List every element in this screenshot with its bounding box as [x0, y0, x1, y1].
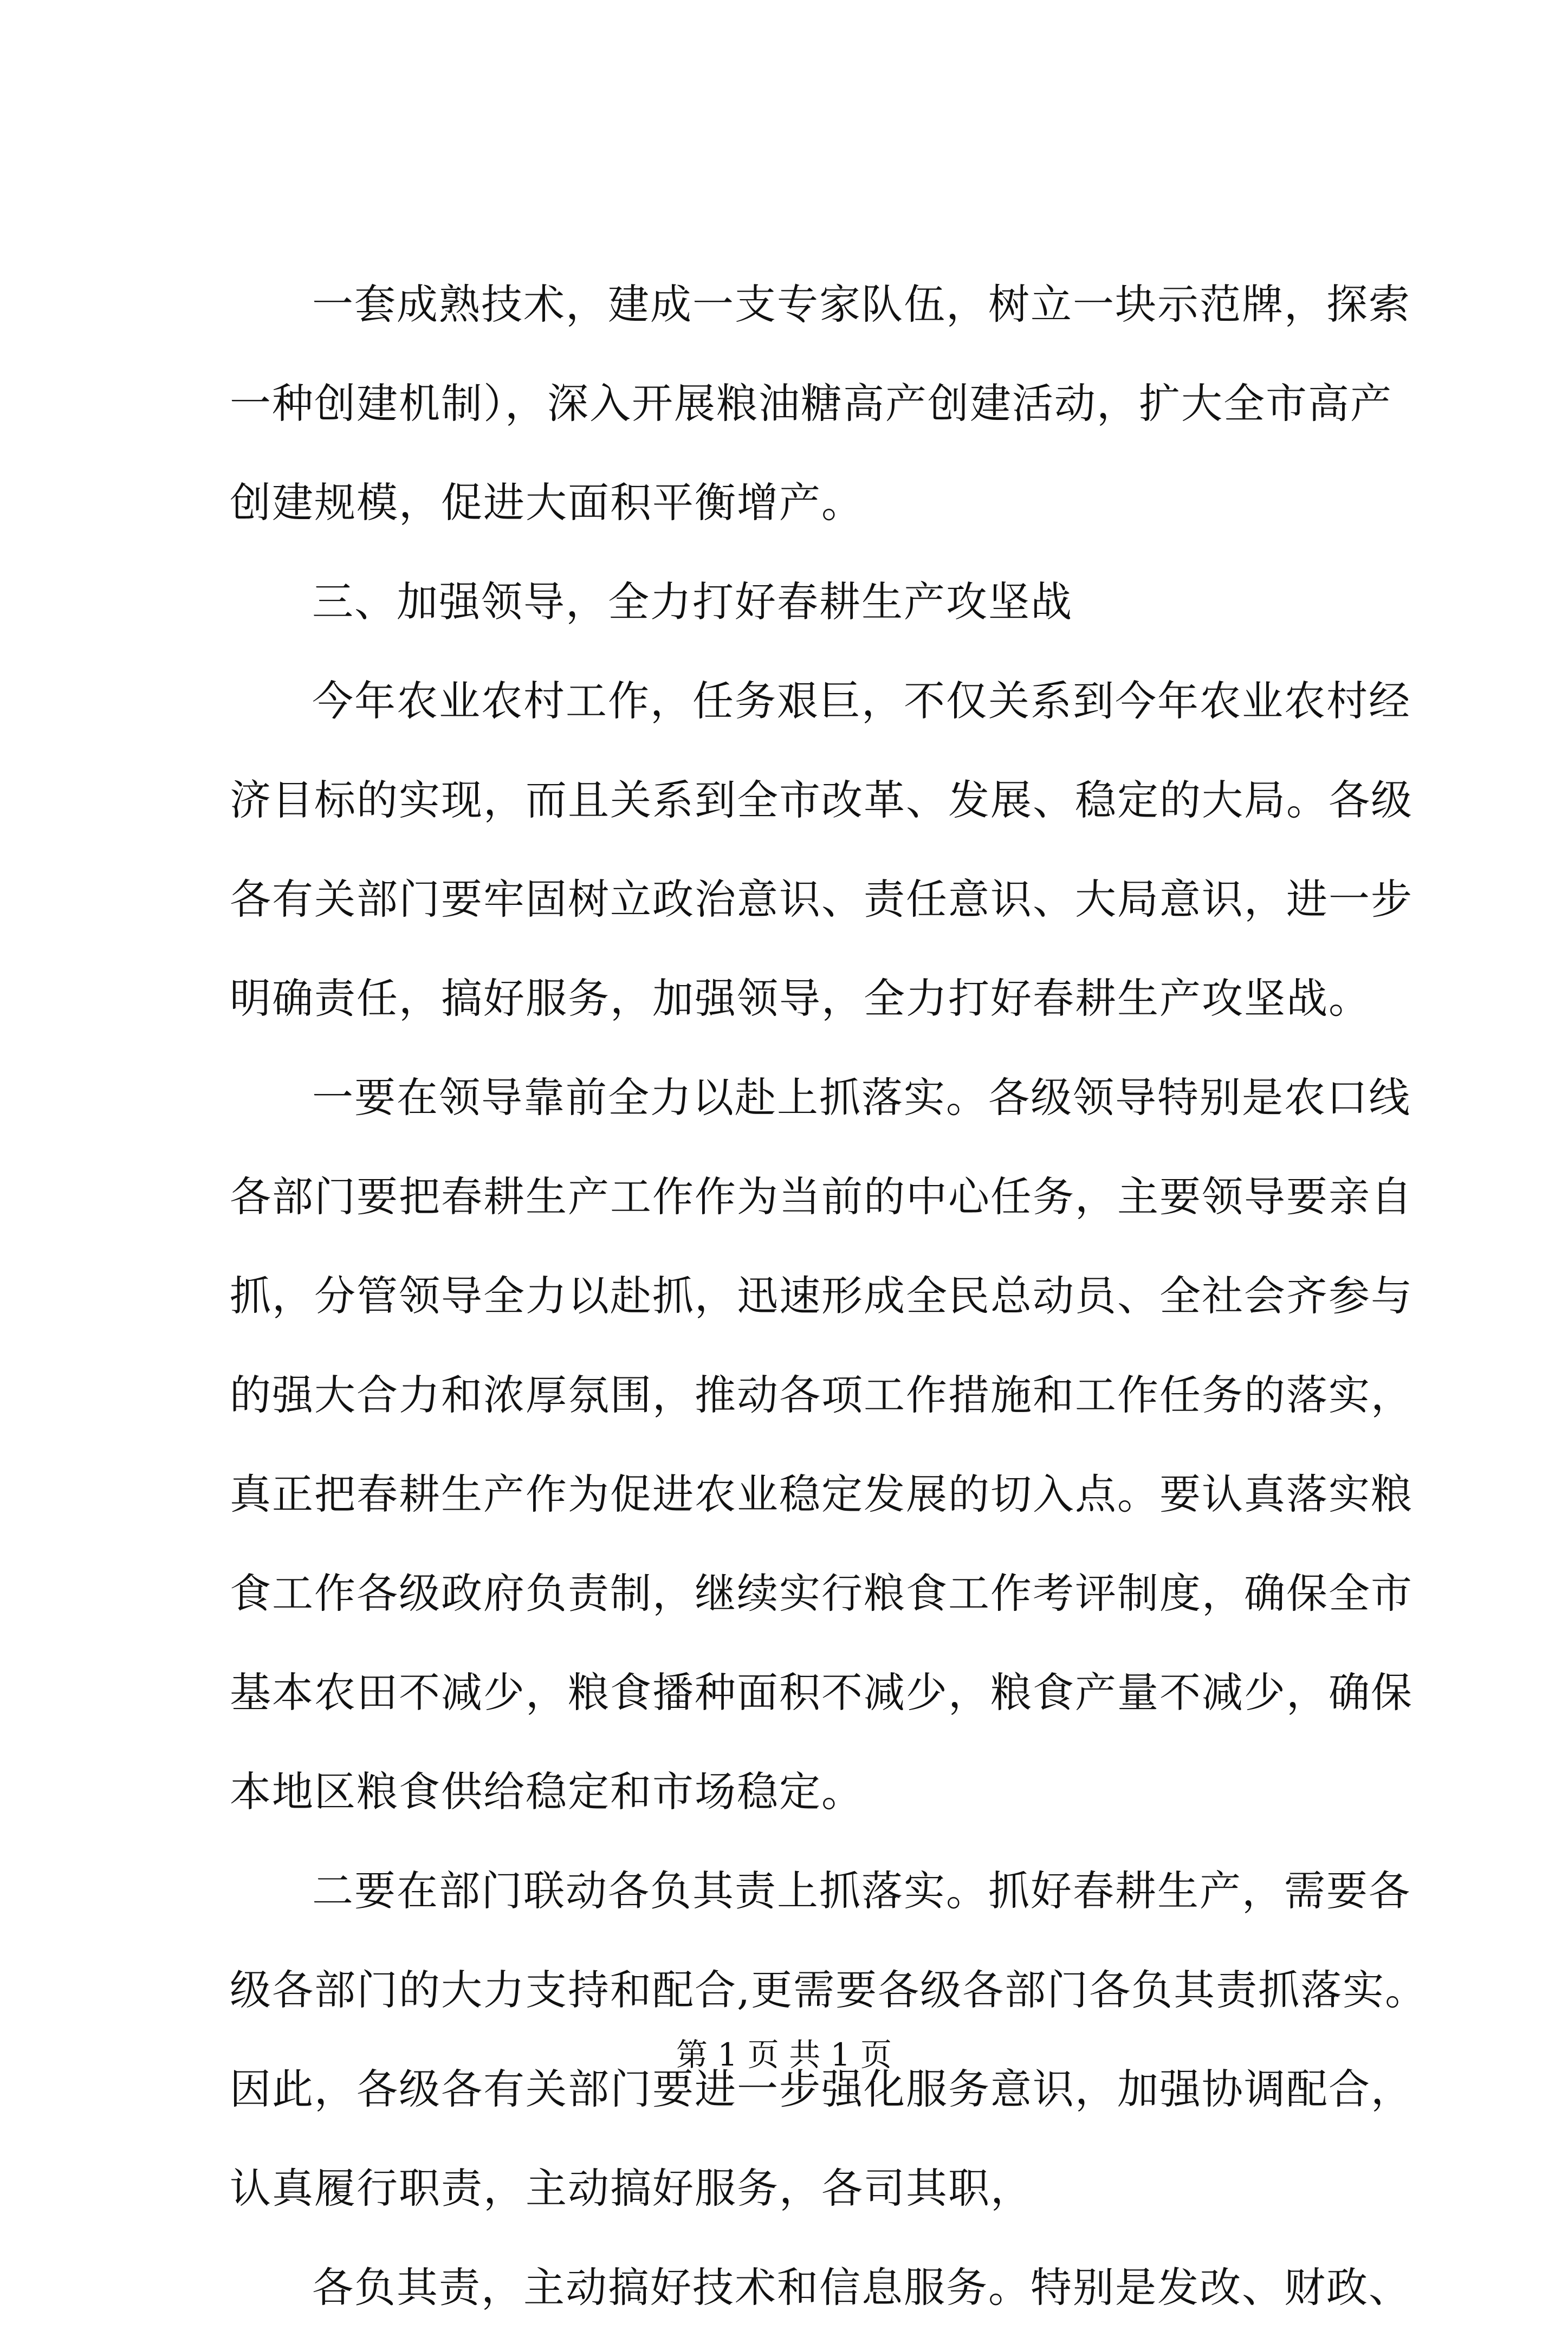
text-line: 明确责任，搞好服务，加强领导，全力打好春耕生产攻坚战。 [230, 974, 1371, 1022]
text-line: 抓，分管领导全力以赴抓，迅速形成全民总动员、全社会齐参与 [230, 1272, 1413, 1320]
body-text [230, 255, 1428, 2337]
text-line: 济目标的实现，而且关系到全市改革、发展、稳定的大局。各级 [230, 776, 1413, 824]
text-line: 一种创建机制），深入开展粮油糖高产创建活动，扩大全市高产 [230, 379, 1392, 428]
text-line: 创建规模，促进大面积平衡增产。 [230, 478, 864, 527]
text-line: 本地区粮食供给稳定和市场稳定。 [230, 1768, 864, 1816]
text-line: 基本农田不减少，粮食播种面积不减少，粮食产量不减少，确保 [230, 1668, 1413, 1717]
text-line: 各有关部门要牢固树立政治意识、责任意识、大局意识，进一步 [230, 875, 1413, 923]
text-line: 各部门要把春耕生产工作作为当前的中心任务，主要领导要亲自 [230, 1173, 1413, 1221]
text-line: 的强大合力和浓厚氛围，推动各项工作措施和工作任务的落实， [230, 1371, 1413, 1419]
text-line: 级各部门的大力支持和配合,更需要各级各部门各负其责抓落实。 [230, 1966, 1428, 2014]
text-line: 今年农业农村工作，任务艰巨，不仅关系到今年农业农村经 [312, 677, 1411, 725]
text-line: 三、加强领导，全力打好春耕生产攻坚战 [312, 578, 1073, 626]
text-line: 因此，各级各有关部门要进一步强化服务意识，加强协调配合， [230, 2065, 1413, 2113]
text-line: 一要在领导靠前全力以赴上抓落实。各级领导特别是农口线 [312, 1073, 1411, 1122]
text-line: 认真履行职责，主动搞好服务，各司其职， [230, 2164, 1033, 2212]
page-footer: 第 1 页 共 1 页 [676, 2036, 892, 2073]
text-line: 各负其责，主动搞好技术和信息服务。特别是发改、财政、 [312, 2263, 1411, 2312]
text-line: 二要在部门联动各负其责上抓落实。抓好春耕生产，需要各 [312, 1867, 1411, 1915]
text-line: 一套成熟技术，建成一支专家队伍，树立一块示范牌，探索 [312, 280, 1411, 328]
text-line: 食工作各级政府负责制，继续实行粮食工作考评制度，确保全市 [230, 1569, 1413, 1617]
text-line: 真正把春耕生产作为促进农业稳定发展的切入点。要认真落实粮 [230, 1470, 1413, 1518]
